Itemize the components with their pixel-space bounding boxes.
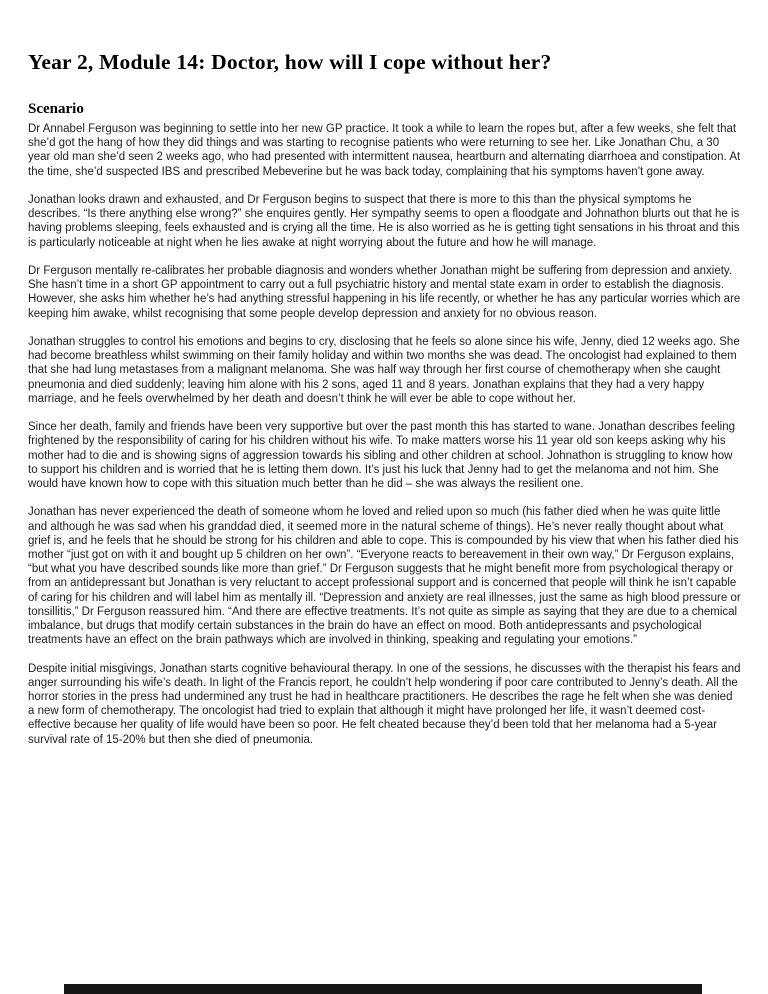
paragraph-wife-death-story: Jonathan struggles to control his emotions and begins to cry, disclosing that he feels so alone since his wife, Jenny, died 12 weeks ago. She had become breathless whilst swimming on their family holiday and within two months she was dead. The oncologist had explained to them that she had lung metastases from a malignant melanoma. She was half way through her first course of chemotherapy when she caught pneumonia and died suddenly; leaving him alone with his 2 sons, aged 11 and 8 years. Jonathan explains that they had a very happy marriage, and he feels overwhelmed by her death and doesn’t think he will ever be able to cope without her. (28, 336, 740, 405)
paragraph-cbt-sessions: Despite initial misgivings, Jonathan starts cognitive behavioural therapy. In one of the sessions, he discusses with the therapist his fears and anger surrounding his wife’s death. In light of the Francis report, he couldn’t help wondering if poor care contributed to Jenny’s death. All the horror stories in the press had undermined any trust he had in healthcare practitioners. He describes the rage he felt when she was denied a new form of chemotherapy. The oncologist had tried to explain that although it might have prolonged her life, it wasn’t deemed cost-effective because her quality of life would have been so poor. He felt cheated because they’d been told that her melanoma had a 5-year survival rate of 15-20% but then she died of pneumonia. (28, 662, 741, 746)
paragraph-grief-and-treatment-discussion: Jonathan has never experienced the death of someone whom he loved and relied upon so much (his father died when he was quite little and although he was sad when his granddad died, it seemed more in the natural scheme of things). He’s never really thought about what grief is, and he feels that he should be strong for his children and able to cope. This is compounded by his view that when his father died his mother “just got on with it and bought up 5 children on her own”. “Everyone reacts to bereavement in their own way,” Dr Ferguson explains, “but what you have described sounds like more than grief.” Dr Ferguson suggests that he might benefit more from psychological therapy or from an antidepressant but Jonathan is very reluctant to accept professional support and is concerned that people will think he isn’t capable of caring for his children and will label him as mentally ill. “Depression and anxiety are real illnesses, just the same as high blood pressure or tonsillitis,” Dr Ferguson reassured him. “And there are effective treatments. It’s not quite as simple as saying that they are due to a chemical imbalance, but drugs that modify certain substances in the brain do have an effect on mood. Both antidepressants and psychological treatments have an effect on the brain pathways which are involved in thinking, speaking and regulating your emotions.” (28, 506, 741, 647)
paragraph-intro-practice: Dr Annabel Ferguson was beginning to settle into her new GP practice. It took a while to learn the ropes but, after a few weeks, she felt that she’d got the hang of how they did things and was starting to recognise patients who were returning to see her. Like Jonathan Chu, a 30 year old man she’d seen 2 weeks ago, who had presented with intermittent nausea, heartburn and alternating diarrhoea and constipation. At the time, she’d suspected IBS and prescribed Mebeverine but he was back today, complaining that his symptoms haven’t gone away. (28, 123, 741, 178)
document-body (28, 122, 741, 747)
next-page-edge-bar (64, 984, 702, 994)
paragraph-symptoms-disclosure: Jonathan looks drawn and exhausted, and Dr Ferguson begins to suspect that there is more to this than the physical symptoms he describes. “Is there anything else wrong?” she enquires gently. Her sympathy seems to open a floodgate and Johnathon blurts out that he is having problems sleeping, feels exhausted and is crying all the time. He is also worried as he is getting tight sensations in his throat and this is particularly noticeable at night when he lies awake at night worrying about the future and how he will manage. (28, 194, 740, 249)
document-title: Year 2, Module 14: Doctor, how will I cope without her? (28, 50, 552, 74)
paragraph-recalibrated-diagnosis: Dr Ferguson mentally re-calibrates her probable diagnosis and wonders whether Jonathan might be suffering from depression and anxiety. She hasn’t time in a short GP appointment to carry out a full psychiatric history and mental state exam in order to establish the diagnosis. However, she asks him whether he’s had anything stressful happening in his life recently, or whether he has any particular worries which are keeping him awake, whilst recognising that some people develop depression and anxiety for no obvious reason. (28, 265, 741, 320)
scenario-heading: Scenario (28, 101, 84, 117)
paragraph-support-waning: Since her death, family and friends have been very supportive but over the past month this has started to wane. Jonathan describes feeling frightened by the responsibility of caring for his children without his wife. To make matters worse his 11 year old son keeps asking why his mother had to die and is showing signs of aggression towards his sibling and other children at school. Johnathon is struggling to know how to support his children and is worried that he is letting them down. It’s just his luck that Jenny had to get the melanoma and not him. She would have known how to cope with this situation much better than he did – she was always the resilient one. (28, 421, 736, 491)
